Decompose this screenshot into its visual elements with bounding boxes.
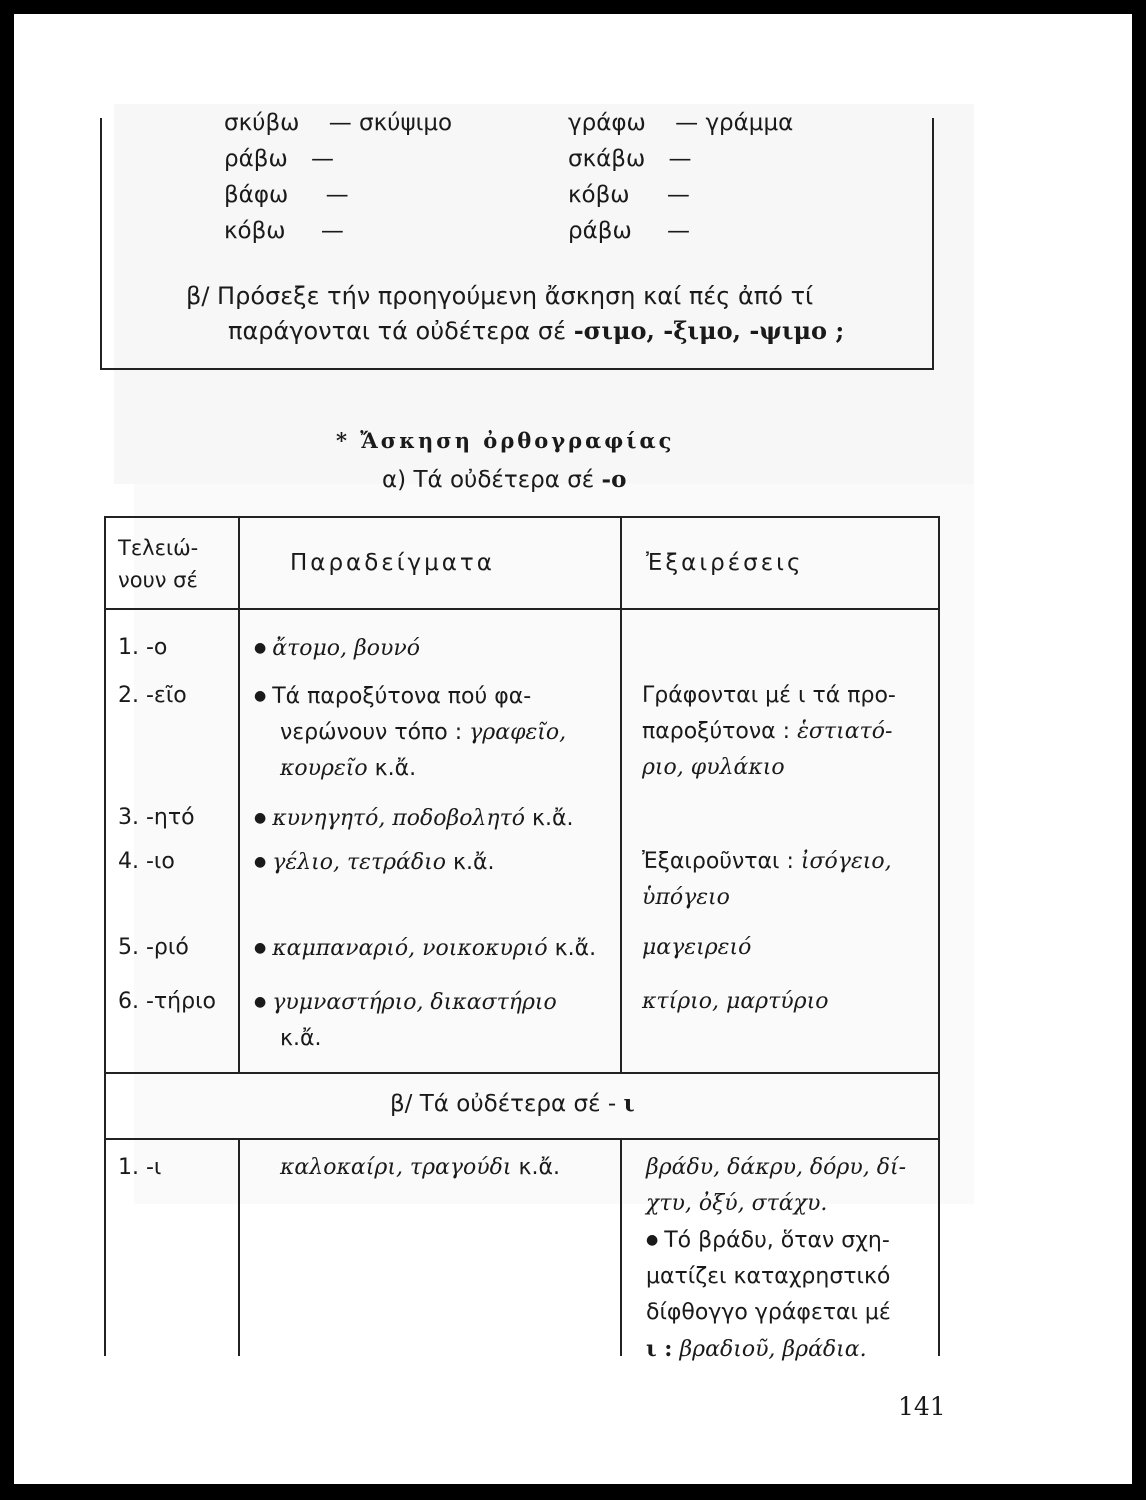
verb: βάφω bbox=[224, 182, 289, 208]
row2-ex-line1 bbox=[254, 678, 566, 715]
row5-examples-text: κ.ἄ. bbox=[547, 936, 597, 961]
row6-exceptions: κτίριο, μαρτύριο bbox=[642, 989, 829, 1014]
verb: σκύβω bbox=[224, 110, 300, 136]
col-divider-1a bbox=[238, 516, 240, 1072]
subtitle-a-text: α) Τά οὐδέτερα σέ bbox=[382, 467, 602, 493]
pair-right-2 bbox=[568, 146, 692, 172]
row-i-exc-line3-text: Τό βράδυ, ὅταν σχη- bbox=[664, 1228, 890, 1253]
row1-examples bbox=[254, 630, 420, 667]
row-i-examples bbox=[280, 1150, 560, 1186]
dash: — bbox=[675, 110, 699, 136]
subtitle-a-suffix: -ο bbox=[601, 466, 627, 493]
table-header-rule bbox=[104, 608, 940, 610]
table-right-border bbox=[938, 516, 940, 1356]
row5-examples bbox=[254, 930, 596, 967]
exercise-b-line2-text: παράγονται τά οὐδέτερα σέ bbox=[228, 317, 574, 345]
row6-ex-line1 bbox=[254, 984, 557, 1021]
row5-examples-italic: καμπαναριό, νοικοκυριό bbox=[272, 936, 548, 961]
row3-examples-text: κ.ἄ. bbox=[525, 806, 574, 831]
exercise-b-line2 bbox=[228, 316, 844, 345]
exercise-b-suffixes: -σιμο, -ξιμο, -ψιμο ; bbox=[573, 316, 845, 345]
subheader-bottom-rule bbox=[104, 1138, 940, 1140]
row3-examples-italic: κυνηγητό, ποδοβολητό bbox=[272, 806, 526, 831]
bullet-icon: ● bbox=[254, 940, 267, 956]
section-subtitle-a bbox=[382, 466, 626, 493]
col-divider-2a bbox=[620, 516, 622, 1072]
pair-right-4 bbox=[568, 218, 690, 244]
row-i-exceptions bbox=[646, 1150, 906, 1368]
row4-exceptions bbox=[642, 844, 892, 916]
section-title: * Ἄσκηση ὀρθογραφίας bbox=[336, 428, 675, 453]
pair-left-4 bbox=[224, 218, 344, 244]
row4-ending: 4. -ιο bbox=[118, 849, 175, 874]
dash: — bbox=[311, 146, 335, 172]
bullet-icon: ● bbox=[254, 810, 267, 826]
row6-ex-line2: κ.ἄ. bbox=[280, 1026, 322, 1051]
row2-ex-line2-italic: γραφεῖο, bbox=[469, 720, 567, 745]
pair-left-3 bbox=[224, 182, 349, 208]
row2-exceptions bbox=[642, 678, 896, 786]
verb: σκάβω bbox=[568, 146, 646, 172]
row2-exc-line3: ριο, φυλάκιο bbox=[642, 755, 785, 780]
row2-exc-line2-italic: ἑστιατό- bbox=[797, 719, 893, 744]
row2-ex-line3-italic: κουρεῖο bbox=[280, 756, 368, 781]
table-top-border bbox=[104, 516, 940, 518]
dash: — bbox=[325, 182, 349, 208]
row4-examples-italic: γέλιο, τετράδιο bbox=[272, 850, 447, 875]
row-i-exc-line6-bold: ι : bbox=[646, 1336, 673, 1362]
row5-ending: 5. -ριό bbox=[118, 935, 189, 960]
col-divider-2b bbox=[620, 1138, 622, 1356]
top-box-right-border bbox=[932, 118, 934, 370]
verb: ράβω bbox=[568, 218, 632, 244]
dash: — bbox=[668, 146, 692, 172]
col-divider-1b bbox=[238, 1138, 240, 1356]
exercise-b-line1: β/ Πρόσεξε τήν προηγούμενη ἄσκηση καί πές ἀπό τί bbox=[186, 282, 814, 310]
row-i-exc-line6-italic: βραδιοῦ, βράδια. bbox=[679, 1337, 867, 1362]
row3-ending: 3. -ητό bbox=[118, 805, 195, 830]
row-i-exc-line5: δίφθογγο γράφεται μέ bbox=[646, 1300, 891, 1325]
row6-examples bbox=[254, 984, 557, 1057]
row-i-ending: 1. -ι bbox=[118, 1155, 162, 1180]
noun: σκύψιμο bbox=[359, 110, 453, 136]
row-i-examples-text: κ.ἄ. bbox=[511, 1155, 560, 1180]
row-i-exc-line6 bbox=[646, 1331, 906, 1368]
row4-exc-line1-text: Ἐξαιροῦνται : bbox=[642, 849, 794, 874]
header-col-examples: Παραδείγματα bbox=[290, 550, 495, 576]
bullet-icon: ● bbox=[254, 994, 267, 1010]
row4-exc-line1 bbox=[642, 844, 892, 880]
row-i-exc-line4: ματίζει καταχρηστικό bbox=[646, 1264, 891, 1289]
page-number: 141 bbox=[898, 1392, 946, 1421]
dash: — bbox=[328, 110, 352, 136]
verb: γράφω bbox=[568, 110, 646, 136]
verb: κόβω bbox=[224, 218, 286, 244]
row2-ex-line1-text: Τά παροξύτονα πού φα- bbox=[272, 684, 532, 709]
bullet-icon: ● bbox=[646, 1232, 659, 1248]
verb: ράβω bbox=[224, 146, 288, 172]
header-col1-line1: Τελειώ- bbox=[118, 536, 199, 560]
noun: γράμμα bbox=[705, 110, 794, 136]
row4-exc-line1-italic: ἰσόγειο, bbox=[800, 849, 892, 874]
scanned-page bbox=[14, 14, 1132, 1484]
verb: κόβω bbox=[568, 182, 630, 208]
row6-ending: 6. -τήριο bbox=[118, 989, 216, 1014]
row-i-examples-italic: καλοκαίρι, τραγούδι bbox=[280, 1155, 512, 1180]
row2-ex-line3-text: κ.ἄ. bbox=[367, 756, 417, 781]
row2-exc-line2 bbox=[642, 714, 896, 750]
bullet-icon: ● bbox=[254, 688, 267, 704]
table-left-border bbox=[104, 516, 106, 1356]
subheader-b bbox=[390, 1090, 635, 1117]
row2-ex-line3 bbox=[254, 751, 566, 787]
bullet-icon: ● bbox=[254, 854, 267, 870]
bullet-icon: ● bbox=[254, 640, 267, 656]
subheader-b-text: β/ Τά οὐδέτερα σέ - bbox=[390, 1091, 624, 1117]
row2-examples bbox=[254, 678, 566, 787]
pair-right-1 bbox=[568, 110, 793, 136]
row1-ending: 1. -ο bbox=[118, 635, 168, 660]
row2-ex-line2-text: νερώνουν τόπο : bbox=[280, 720, 463, 745]
row4-examples bbox=[254, 844, 494, 881]
dash: — bbox=[667, 218, 691, 244]
row2-ex-line2 bbox=[254, 715, 566, 751]
dash: — bbox=[666, 182, 690, 208]
row-i-exc-line2: χτυ, ὀξύ, στάχυ. bbox=[646, 1191, 828, 1216]
header-col-endings bbox=[118, 532, 198, 596]
header-col1-line2: νουν σέ bbox=[118, 568, 198, 592]
pair-left-2 bbox=[224, 146, 334, 172]
row4-examples-text: κ.ἄ. bbox=[446, 850, 495, 875]
header-col-exceptions: Ἐξαιρέσεις bbox=[646, 550, 804, 576]
row-i-exc-line3 bbox=[646, 1222, 906, 1259]
row2-ending: 2. -εῖο bbox=[118, 683, 187, 708]
row2-exc-line1: Γράφονται μέ ι τά προ- bbox=[642, 683, 896, 708]
row1-examples-italic: ἄτομο, βουνό bbox=[272, 636, 420, 661]
pair-right-3 bbox=[568, 182, 690, 208]
row3-examples bbox=[254, 800, 573, 837]
row6-examples-italic: γυμναστήριο, δικαστήριο bbox=[272, 990, 557, 1015]
row4-exc-line2: ὑπόγειο bbox=[642, 885, 730, 910]
row5-exceptions: μαγειρειό bbox=[642, 935, 752, 960]
top-box-left-border bbox=[100, 118, 102, 370]
row2-exc-line2-text: παροξύτονα : bbox=[642, 719, 791, 744]
subheader-top-rule bbox=[104, 1072, 940, 1074]
row-i-exc-line1: βράδυ, δάκρυ, δόρυ, δί- bbox=[646, 1155, 907, 1180]
top-box-bottom-border bbox=[100, 368, 934, 370]
subheader-b-suffix: ι bbox=[623, 1090, 635, 1117]
pair-left-1 bbox=[224, 110, 452, 136]
dash: — bbox=[320, 218, 344, 244]
